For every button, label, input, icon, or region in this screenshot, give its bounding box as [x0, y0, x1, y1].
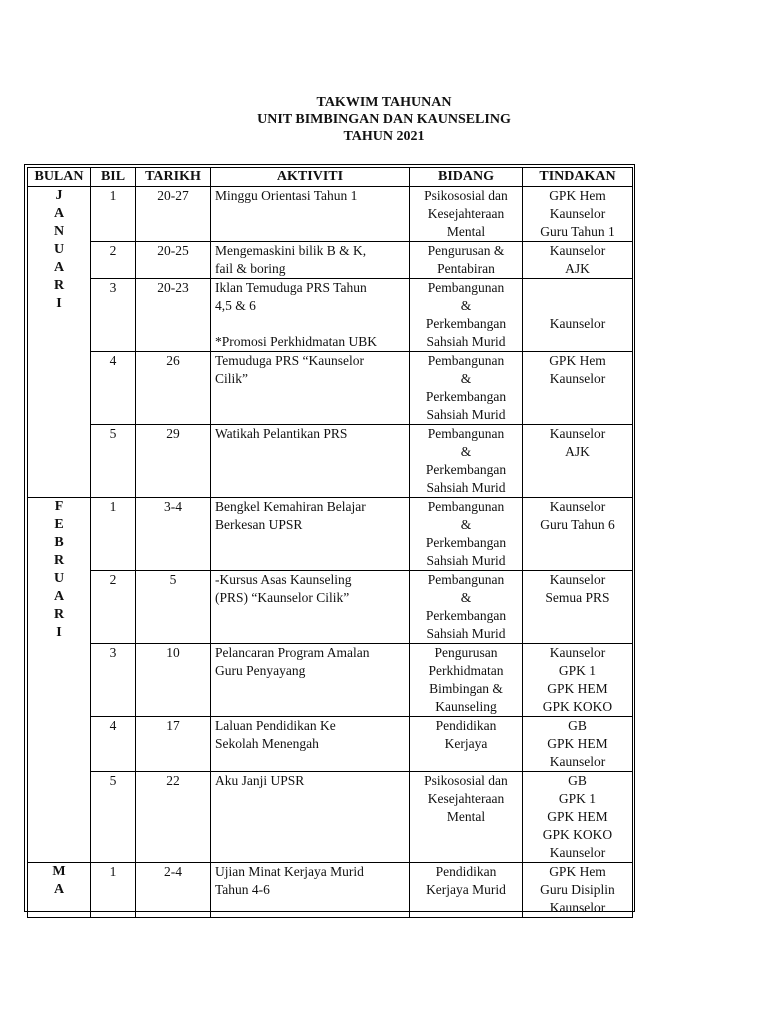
annual-plan-table: [27, 167, 633, 918]
bidang-text: Pendidikan Kerjaya: [435, 718, 497, 751]
cell-tindakan: [523, 352, 633, 425]
tarikh-text: 10: [166, 645, 180, 660]
cell-bil: [91, 571, 136, 644]
cell-tarikh: [136, 242, 211, 279]
cell-bil: [91, 644, 136, 717]
table-row: [28, 571, 633, 644]
document-title: TAKWIM TAHUNAN: [316, 95, 452, 110]
tarikh-text: 20-23: [157, 280, 189, 295]
bidang-text: Pembangunan & Perkembangan Sahsiah Murid: [425, 280, 507, 349]
cell-tindakan: [523, 644, 633, 717]
cell-bil: [91, 187, 136, 242]
document-year: TAHUN 2021: [343, 129, 425, 144]
cell-tindakan: [523, 717, 633, 772]
cell-aktiviti: [211, 242, 410, 279]
cell-aktiviti: [211, 717, 410, 772]
cell-tarikh: [136, 772, 211, 863]
tindakan-text: GB GPK HEM Kaunselor: [547, 718, 608, 769]
bidang-text: Pembangunan & Perkembangan Sahsiah Murid: [425, 426, 507, 495]
cell-bil: [91, 772, 136, 863]
table-row: [28, 425, 633, 498]
header-tindakan: TINDAKAN: [523, 168, 633, 187]
cell-tarikh: [136, 644, 211, 717]
bidang-text: Pembangunan & Perkembangan Sahsiah Murid: [425, 353, 507, 422]
table-header-row: [28, 168, 633, 187]
aktiviti-text: Ujian Minat Kerjaya Murid Tahun 4-6: [215, 864, 364, 897]
tindakan-text: Kaunselor GPK 1 GPK HEM GPK KOKO: [542, 645, 613, 714]
cell-tarikh: [136, 425, 211, 498]
cell-tindakan: [523, 187, 633, 242]
table-row: [28, 279, 633, 352]
cell-aktiviti: [211, 571, 410, 644]
cell-bidang: [410, 352, 523, 425]
header-bidang: BIDANG: [410, 168, 523, 187]
cell-tarikh: [136, 279, 211, 352]
cell-bil: [91, 242, 136, 279]
bidang-text: Psikososial dan Kesejahteraan Mental: [424, 773, 508, 824]
aktiviti-text: Iklan Temuduga PRS Tahun 4,5 & 6 *Promosi Perkhidmatan UBK: [215, 280, 377, 349]
cell-aktiviti: [211, 279, 410, 352]
document-subtitle: UNIT BIMBINGAN DAN KAUNSELING: [257, 112, 511, 127]
aktiviti-text: -Kursus Asas Kaunseling (PRS) “Kaunselor Cilik”: [215, 572, 352, 605]
cell-bil: [91, 279, 136, 352]
table-row: [28, 352, 633, 425]
aktiviti-text: Laluan Pendidikan Ke Sekolah Menengah: [215, 718, 336, 751]
tarikh-text: 3-4: [164, 499, 182, 514]
cell-bidang: [410, 863, 523, 918]
table-row: [28, 717, 633, 772]
header-bulan: BULAN: [28, 168, 91, 187]
cell-bidang: [410, 242, 523, 279]
cell-aktiviti: [211, 352, 410, 425]
header-aktiviti: AKTIVITI: [211, 168, 410, 187]
cell-bidang: [410, 279, 523, 352]
bidang-text: Pendidikan Kerjaya Murid: [426, 864, 506, 897]
cell-tarikh: [136, 571, 211, 644]
cell-bil: [91, 863, 136, 918]
bil-text: 5: [109, 773, 117, 788]
bil-text: 1: [109, 188, 117, 203]
bil-text: 2: [109, 243, 117, 258]
bil-text: 4: [109, 353, 117, 368]
bil-text: 3: [109, 645, 117, 660]
cell-tarikh: [136, 352, 211, 425]
cell-bil: [91, 352, 136, 425]
cell-tarikh: [136, 187, 211, 242]
tarikh-text: 26: [166, 353, 180, 368]
aktiviti-text: Watikah Pelantikan PRS: [215, 426, 348, 441]
tarikh-text: 2-4: [164, 864, 182, 879]
cell-aktiviti: [211, 863, 410, 918]
cell-bidang: [410, 717, 523, 772]
tarikh-text: 5: [169, 572, 177, 587]
header-bil: BIL: [91, 168, 136, 187]
tindakan-text: GPK Hem Guru Disiplin Kaunselor: [540, 864, 615, 915]
cell-tarikh: [136, 717, 211, 772]
bidang-text: Pengurusan & Pentabiran: [427, 243, 505, 276]
tindakan-text: GPK Hem Kaunselor: [549, 353, 606, 386]
aktiviti-text: Mengemaskini bilik B & K, fail & boring: [215, 243, 367, 276]
aktiviti-text: Bengkel Kemahiran Belajar Berkesan UPSR: [215, 499, 366, 532]
tindakan-text: Kaunselor Guru Tahun 6: [540, 499, 615, 532]
bidang-text: Pembangunan & Perkembangan Sahsiah Murid: [425, 572, 507, 641]
cell-bidang: [410, 644, 523, 717]
tindakan-text: Kaunselor Semua PRS: [545, 572, 610, 605]
tindakan-text: Kaunselor AJK: [549, 243, 606, 276]
cell-bidang: [410, 772, 523, 863]
cell-aktiviti: [211, 644, 410, 717]
month-cell: F E B R U A R I: [28, 498, 91, 863]
table-row: [28, 187, 633, 242]
tindakan-text: Kaunselor: [549, 316, 606, 331]
cell-tindakan: [523, 498, 633, 571]
aktiviti-text: Aku Janji UPSR: [215, 773, 305, 788]
cell-aktiviti: [211, 187, 410, 242]
bil-text: 4: [109, 718, 117, 733]
cell-tindakan: [523, 242, 633, 279]
cell-tarikh: [136, 498, 211, 571]
cell-tindakan: [523, 571, 633, 644]
table-body: [28, 187, 633, 918]
tindakan-text: GB GPK 1 GPK HEM GPK KOKO Kaunselor: [542, 773, 613, 860]
cell-bidang: [410, 187, 523, 242]
tarikh-text: 17: [166, 718, 180, 733]
cell-tindakan: [523, 279, 633, 352]
tarikh-text: 22: [166, 773, 180, 788]
bidang-text: Psikososial dan Kesejahteraan Mental: [424, 188, 508, 239]
table-row: [28, 772, 633, 863]
table-row: [28, 644, 633, 717]
month-cell: J A N U A R I: [28, 187, 91, 498]
tarikh-text: 20-27: [157, 188, 189, 203]
cell-bil: [91, 425, 136, 498]
bidang-text: Pembangunan & Perkembangan Sahsiah Murid: [425, 499, 507, 568]
tindakan-text: Kaunselor AJK: [549, 426, 606, 459]
cell-bidang: [410, 498, 523, 571]
bil-text: 1: [109, 499, 117, 514]
cell-aktiviti: [211, 498, 410, 571]
aktiviti-text: Temuduga PRS “Kaunselor Cilik”: [215, 353, 365, 386]
bil-text: 3: [109, 280, 117, 295]
table-row: [28, 498, 633, 571]
cell-bidang: [410, 571, 523, 644]
table-row: [28, 242, 633, 279]
cell-bil: [91, 498, 136, 571]
cell-aktiviti: [211, 772, 410, 863]
month-cell: M A: [28, 863, 91, 918]
cell-tindakan: [523, 425, 633, 498]
cell-tindakan: [523, 863, 633, 918]
aktiviti-text: Minggu Orientasi Tahun 1: [215, 188, 358, 203]
tarikh-text: 29: [166, 426, 180, 441]
bil-text: 1: [109, 864, 117, 879]
bil-text: 5: [109, 426, 117, 441]
header-tarikh: TARIKH: [136, 168, 211, 187]
tarikh-text: 20-25: [157, 243, 189, 258]
cell-aktiviti: [211, 425, 410, 498]
cell-bidang: [410, 425, 523, 498]
table-row: [28, 863, 633, 918]
aktiviti-text: Pelancaran Program Amalan Guru Penyayang: [215, 645, 370, 678]
bidang-text: Pengurusan Perkhidmatan Bimbingan & Kaunseling: [428, 645, 504, 714]
bil-text: 2: [109, 572, 117, 587]
tindakan-text: GPK Hem Kaunselor Guru Tahun 1: [540, 188, 615, 239]
cell-tarikh: [136, 863, 211, 918]
cell-tindakan: [523, 772, 633, 863]
cell-bil: [91, 717, 136, 772]
